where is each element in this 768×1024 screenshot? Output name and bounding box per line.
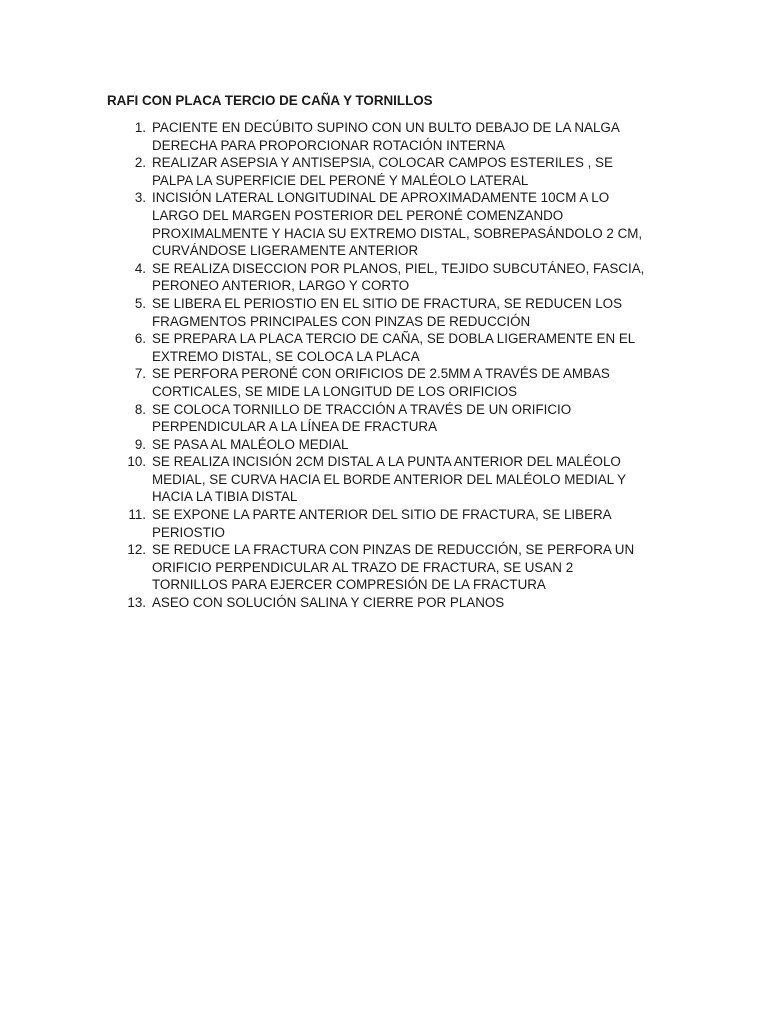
step-text-line: PROXIMALMENTE Y HACIA SU EXTREMO DISTAL, SOBREPASÁNDOLO 2 CM, [152,225,643,241]
step-text-line: TORNILLOS PARA EJERCER COMPRESIÓN DE LA FRACTURA [152,577,546,593]
procedure-step [107,119,667,154]
step-text-line: SE LIBERA EL PERIOSTIO EN EL SITIO DE FRACTURA, SE REDUCEN LOS [152,295,623,311]
procedure-step [107,260,667,295]
step-text-line: PERPENDICULAR A LA LÍNEA DE FRACTURA [152,419,438,435]
step-text-line: SE PASA AL MALÉOLO MEDIAL [152,436,349,452]
step-number: 12. [127,542,146,558]
step-number: 10. [127,454,146,470]
step-number: 1. [134,120,146,135]
step-text-line: CURVÁNDOSE LIGERAMENTE ANTERIOR [152,243,419,259]
step-text-line: FRAGMENTOS PRINCIPALES CON PINZAS DE REDUCCIÓN [152,313,531,329]
step-text-line: INCISIÓN LATERAL LONGITUDINAL DE APROXIMADAMENTE 10CM A LO [152,190,610,206]
step-text-line: PERONEO ANTERIOR, LARGO Y CORTO [152,278,410,294]
step-text-line: REALIZAR ASEPSIA Y ANTISEPSIA, COLOCAR CAMPOS ESTERILES , SE [152,155,613,171]
procedure-step [107,436,667,454]
step-text-line: CORTICALES, SE MIDE LA LONGITUD DE LOS ORIFICIOS [152,383,518,399]
procedure-step [107,295,667,330]
step-text-line: PACIENTE EN DECÚBITO SUPINO CON UN BULTO DEBAJO DE LA NALGA [152,120,620,135]
step-text-line: DERECHA PARA PROPORCIONAR ROTACIÓN INTERNA [152,137,505,153]
procedure-step [107,594,667,612]
procedure-step [107,401,667,436]
step-text-line: SE PERFORA PERONÉ CON ORIFICIOS DE 2.5MM A TRAVÉS DE AMBAS [152,366,610,382]
step-number: 4. [134,260,146,276]
step-number: 9. [134,436,146,452]
step-number: 3. [134,190,146,206]
step-number: 2. [134,155,146,171]
step-number: 7. [134,366,146,382]
step-text-line: SE REALIZA INCISIÓN 2CM DISTAL A LA PUNTA ANTERIOR DEL MALÉOLO [152,454,621,470]
step-text-line: SE REDUCE LA FRACTURA CON PINZAS DE REDUCCIÓN, SE PERFORA UN [152,542,635,558]
step-number: 6. [134,331,146,347]
step-text-line: ORIFICIO PERPENDICULAR AL TRAZO DE FRACTURA, SE USAN 2 [152,559,574,575]
step-text-line: HACIA LA TIBIA DISTAL [152,489,298,505]
procedure-step [107,189,667,259]
procedure-step [107,154,667,189]
procedure-step [107,506,667,541]
procedure-steps-list [107,119,667,612]
step-text-line: SE PREPARA LA PLACA TERCIO DE CAÑA, SE DOBLA LIGERAMENTE EN EL [152,331,636,347]
procedure-step [107,541,667,594]
step-text-line: PERIOSTIO [152,524,225,540]
procedure-step [107,330,667,365]
procedure-step [107,453,667,506]
step-text-line: SE EXPONE LA PARTE ANTERIOR DEL SITIO DE FRACTURA, SE LIBERA [152,507,612,523]
step-text-line: ASEO CON SOLUCIÓN SALINA Y CIERRE POR PLANOS [152,595,505,611]
step-text-line: EXTREMO DISTAL, SE COLOCA LA PLACA [152,348,420,364]
step-number: 11. [128,507,146,523]
step-number: 13. [127,595,146,611]
step-number: 8. [134,401,146,417]
step-text-line: MEDIAL, SE CURVA HACIA EL BORDE ANTERIOR DEL MALÉOLO MEDIAL Y [152,471,627,487]
document-title: RAFI CON PLACA TERCIO DE CAÑA Y TORNILLOS [107,93,433,108]
step-text-line: PALPA LA SUPERFICIE DEL PERONÉ Y MALÉOLO LATERAL [152,172,529,188]
step-text-line: SE REALIZA DISECCION POR PLANOS, PIEL, TEJIDO SUBCUTÁNEO, FASCIA, [152,260,645,276]
step-text-line: SE COLOCA TORNILLO DE TRACCIÓN A TRAVÉS DE UN ORIFICIO [152,401,572,417]
step-number: 5. [134,295,146,311]
procedure-step [107,365,667,400]
step-text-line: LARGO DEL MARGEN POSTERIOR DEL PERONÉ COMENZANDO [152,207,564,223]
